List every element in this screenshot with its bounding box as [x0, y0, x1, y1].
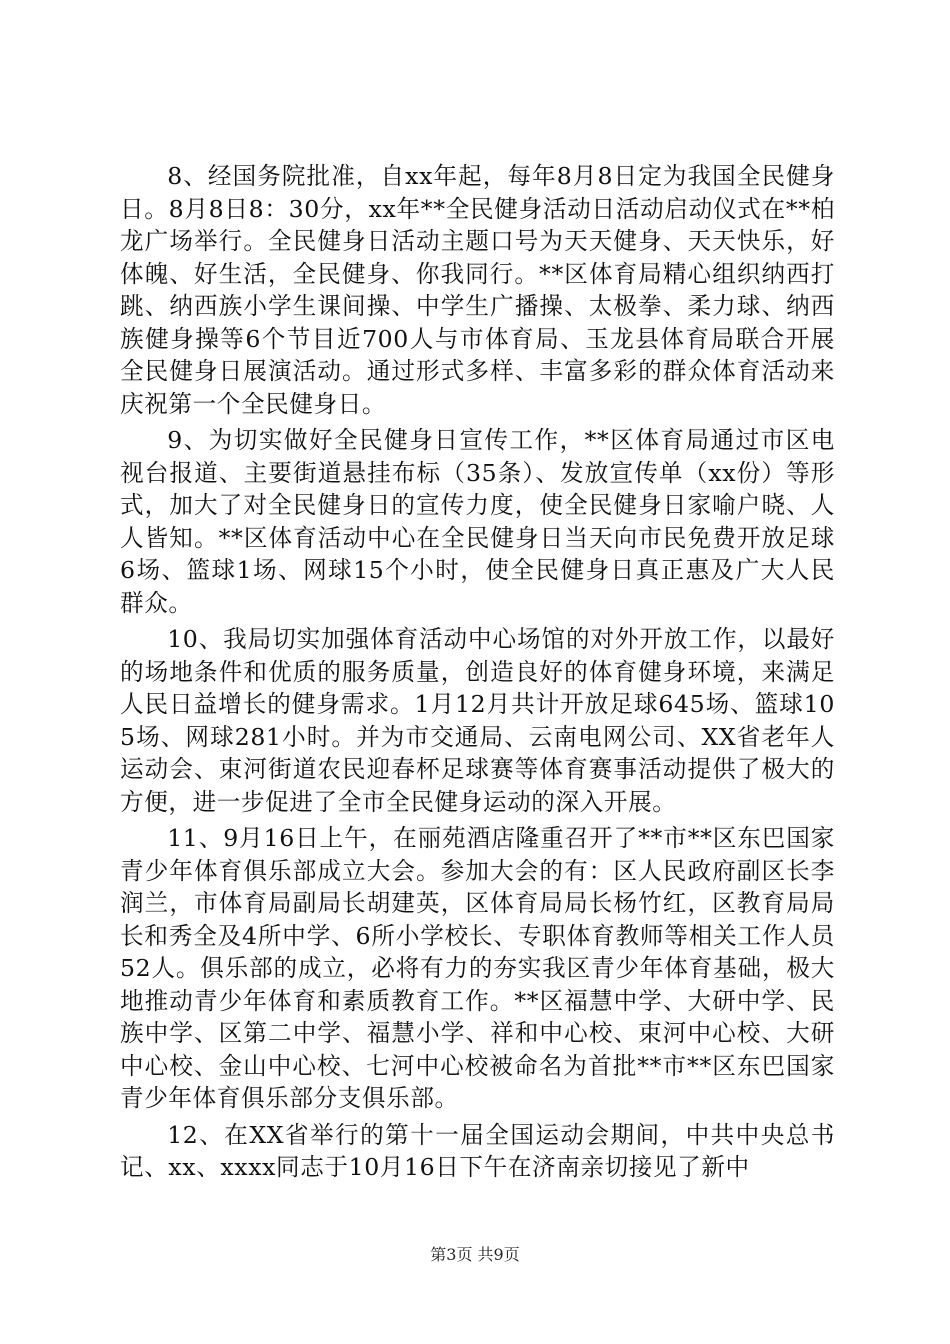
paragraph-9: 9、为切实做好全民健身日宣传工作，**区体育局通过市区电视台报道、主要街道悬挂布标（35条）、发放宣传单（xx份）等形式，加大了对全民健身日的宣传力度，使全民健身日家喻户晓、人人皆知。**区体育活动中心在全民健身日当天向市民免费开放足球6场、篮球1场、网球15个小时，使全民健身日真正惠及广大人民群众。	[120, 426, 835, 617]
document-body	[120, 160, 835, 1184]
paragraph-11: 11、9月16日上午，在丽苑酒店隆重召开了**市**区东巴国家青少年体育俱乐部成立大会。参加大会的有：区人民政府副区长李润兰，市体育局副局长胡建英，区体育局局长杨竹红，区教育局局长和秀全及4所中学、6所小学校长、专职体育教师等相关工作人员52人。俱乐部的成立，必将有力的夯实我区青少年体育基础，极大地推动青少年体育和素质教育工作。**区福慧中学、大研中学、民族中学、区第二中学、福慧小学、祥和中心校、束河中心校、大研中心校、金山中心校、七河中心校被命名为首批**市**区东巴国家青少年体育俱乐部分支俱乐部。	[120, 824, 835, 1112]
paragraph-12: 12、在XX省举行的第十一届全国运动会期间，中共中央总书记、xx、xxxx同志于10月16日下午在济南亲切接见了新中	[120, 1120, 835, 1181]
page-number-footer: 第3页 共9页	[430, 1245, 520, 1264]
paragraph-8: 8、经国务院批准，自xx年起，每年8月8日定为我国全民健身日。8月8日8：30分，xx年**全民健身活动日活动启动仪式在**柏龙广场举行。全民健身日活动主题口号为天天健身、天天快乐，好体魄、好生活，全民健身、你我同行。**区体育局精心组织纳西打跳、纳西族小学生课间操、中学生广播操、太极拳、柔力球、纳西族健身操等6个节目近700人与市体育局、玉龙县体育局联合开展全民健身日展演活动。通过形式多样、丰富多彩的群众体育活动来庆祝第一个全民健身日。	[120, 162, 835, 418]
paragraph-10: 10、我局切实加强体育活动中心场馆的对外开放工作，以最好的场地条件和优质的服务质量，创造良好的体育健身环境，来满足人民日益增长的健身需求。1月12月共计开放足球645场、篮球105场、网球281小时。并为市交通局、云南电网公司、XX省老年人运动会、束河街道农民迎春杯足球赛等体育赛事活动提供了极大的方便，进一步促进了全市全民健身运动的深入开展。	[120, 625, 835, 816]
